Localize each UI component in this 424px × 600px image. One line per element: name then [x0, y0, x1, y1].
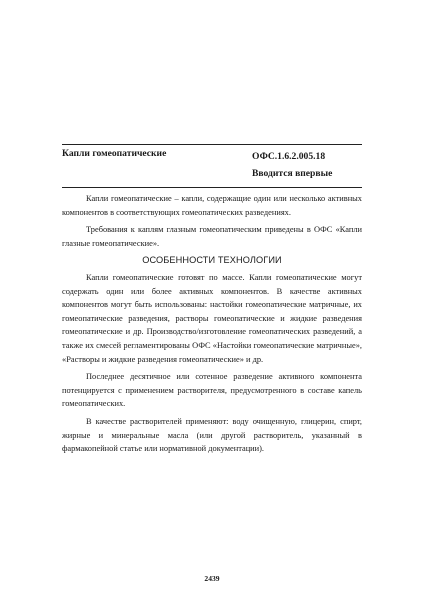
document-body — [62, 192, 362, 460]
paragraph-eye-drops-reference: Требования к каплям глазным гомеопатическим приведены в ОФС «Капли глазные гомеопатические». — [62, 225, 362, 248]
monograph-code: ОФС.1.6.2.005.18 — [252, 151, 326, 162]
header-rule-bottom — [62, 187, 362, 188]
paragraph-technology: Капли гомеопатические готовят по массе. Капли гомеопатические могут содержать один или более активных компонентов. В качестве активных компонентов могут быть использованы: настойки гомеопатические матричные, их гомеопатические разведения, растворы гомеопатические и жидкие разведения гомеопатические и др. Производство/изготовление гомеопатических разведений, а также их смесей регламентированы ОФС «Настойки гомеопатические матричные», «Растворы и жидкие разведения гомеопатические» и др. — [62, 272, 362, 364]
header-rule-top — [62, 144, 362, 145]
paragraph-definition: Капли гомеопатические – капли, содержащие один или несколько активных компонентов в соответствующих гомеопатических разведениях. — [62, 194, 362, 217]
monograph-status: Вводится впервые — [252, 168, 333, 179]
section-heading: ОСОБЕННОСТИ ТЕХНОЛОГИИ — [142, 255, 282, 266]
monograph-code-block — [252, 148, 332, 182]
page-number: 2439 — [204, 574, 220, 583]
paragraph-potentiation: Последнее десятичное или сотенное разведение активного компонента потенцируется с применением растворителя, предусмотренного в составе капель гомеопатических. — [62, 372, 362, 409]
paragraph-solvents: В качестве растворителей применяют: воду очищенную, глицерин, спирт, жирные и минеральные масла (или другой растворитель, указанный в фармакопейной статье или нормативной документации). — [62, 416, 362, 454]
monograph-title: Капли гомеопатические — [62, 148, 167, 159]
